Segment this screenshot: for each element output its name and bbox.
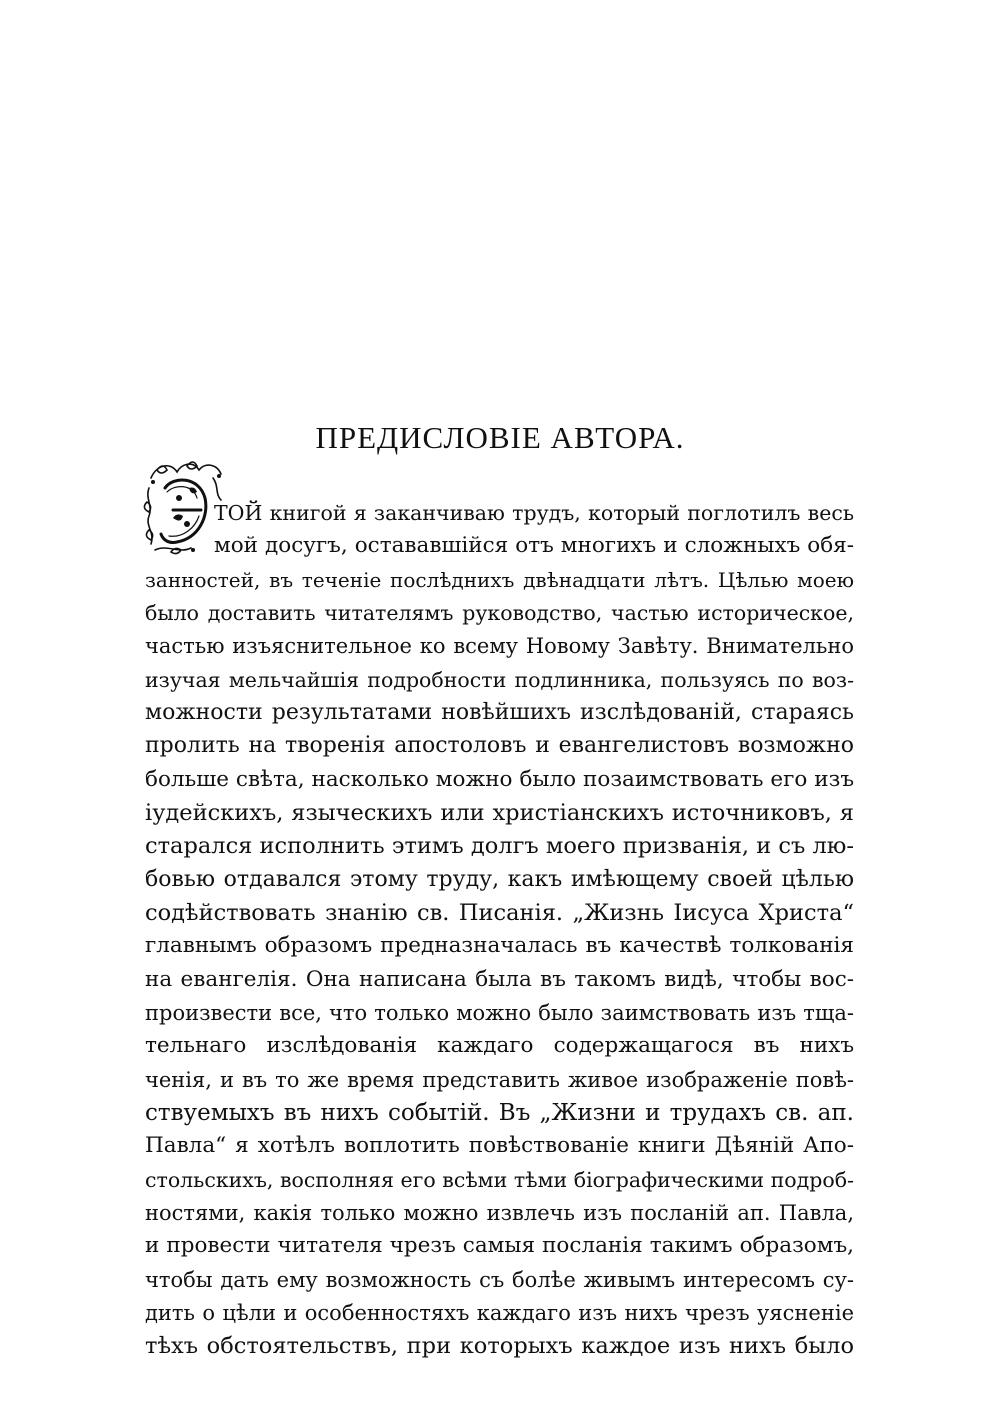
text-line: тельнаго изслѣдованія каждаго содержащагося въ нихъ (145, 1033, 854, 1058)
text-line: содѣйствовать знанію св. Писанія. „Жизнь Іисуса Христа“ (145, 900, 854, 926)
text-line: старался исполнить этимъ долгъ моего призванія, и съ лю- (145, 833, 854, 859)
text-line: занностей, въ теченіе послѣднихъ двѣнадцати лѣтъ. Цѣлью моею (145, 568, 854, 592)
text-line: чтобы дать ему возможность съ болѣе живымъ интересомъ су- (145, 1268, 854, 1292)
text-line: ТОЙ книгой я заканчиваю трудъ, который поглотилъ весь (214, 501, 854, 525)
text-line: частью изъяснительное ко всему Новому Завѣту. Внимательно (145, 634, 854, 658)
text-line: тѣхъ обстоятельствъ, при которыхъ каждое изъ нихъ было (145, 1333, 854, 1359)
text-line: бовью отдавался этому труду, какъ имѣющему своей цѣлью (145, 867, 854, 892)
text-line: пролить на творенія апостоловъ и евангелистовъ возможно (145, 733, 854, 758)
text-line: ностями, какія только можно извлечь изъ посланій ап. Павла, (145, 1201, 854, 1225)
page-title: ПРЕДИСЛОВІЕ АВТОРА. (315, 420, 685, 455)
text-line: на евангелія. Она написана была въ такомъ видѣ, чтобы вос- (145, 967, 854, 992)
text-line: изучая мельчайшія подробности подлинника, пользуясь по воз- (145, 668, 854, 692)
text-line: ствуемыхъ въ нихъ событій. Въ „Жизни и трудахъ св. ап. (145, 1100, 854, 1126)
text-line: и провести читателя чрезъ самыя посланія такимъ образомъ, (145, 1233, 854, 1258)
text-line: ченія, и въ то же время представить живое изображеніе повѣ- (145, 1068, 854, 1092)
text-line: Павла“ я хотѣлъ воплотить повѣствованіе книги Дѣяній Апо- (145, 1133, 854, 1158)
text-line: произвести все, что только можно было заимствовать изъ тща- (145, 1001, 854, 1025)
text-line: главнымъ образомъ предназначалась въ качествѣ толкованія (145, 933, 854, 958)
text-line: больше свѣта, насколько можно было позаимствовать его изъ (145, 767, 854, 792)
text-line: стольскихъ, восполняя его всѣми тѣми біографическими подроб- (145, 1168, 854, 1192)
ornamental-dropcap (143, 458, 225, 558)
text-line: можности результатами новѣйшихъ изслѣдованій, стараясь (145, 700, 854, 725)
text-line: дить о цѣли и особенностяхъ каждаго изъ нихъ чрезъ уясненіе (145, 1301, 854, 1325)
text-line: было доставить читателямъ руководство, частью историческое, (145, 601, 854, 625)
text-line: мой досугъ, остававшійся отъ многихъ и сложныхъ обя- (214, 533, 854, 558)
text-line: іудейскихъ, языческихъ или христіанскихъ источниковъ, я (145, 800, 854, 826)
